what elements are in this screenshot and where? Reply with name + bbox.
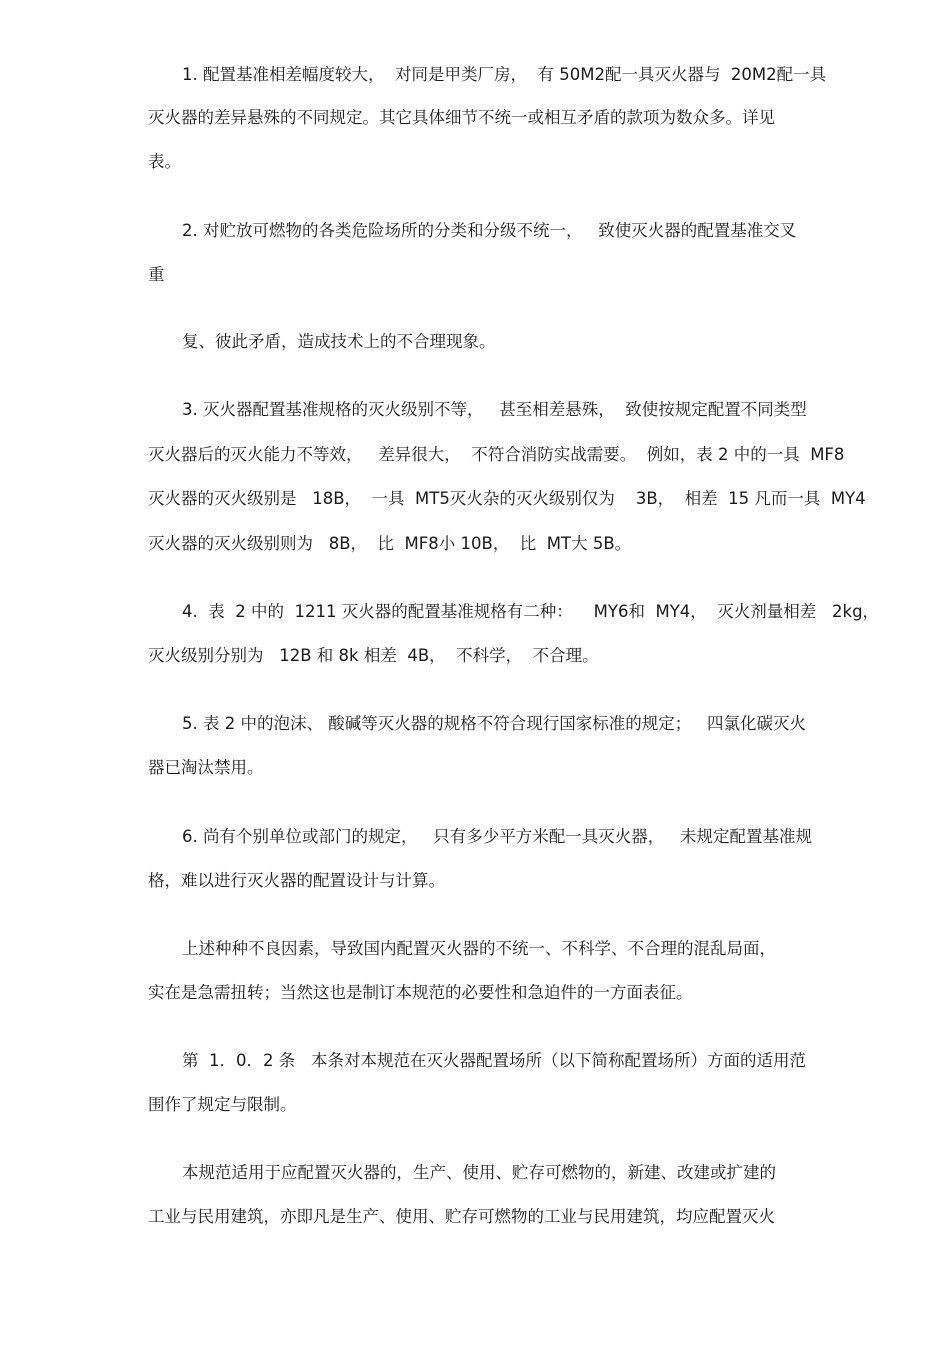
text-line: 复、彼此矛盾，造成技术上的不合理现象。 — [182, 332, 496, 351]
text-line: 2. 对贮放可燃物的各类危险场所的分类和分级不统一， 致使灭火器的配置基准交叉 — [182, 221, 797, 240]
text-line: 本规范适用于应配置灭火器的，生产、使用、贮存可燃物的，新建、改建或扩建的 — [182, 1163, 776, 1182]
text-line: 灭火器的差异悬殊的不同规定。其它具体细节不统一或相互矛盾的款项为数众多。详见 — [148, 108, 775, 127]
text-line: 4. 表 2 中的 1211 灭火器的配置基准规格有二种： MY6和 MY4， 灭火剂量相差 2kg， — [182, 602, 880, 621]
text-line: 上述种种不良因素，导致国内配置灭火器的不统一、不科学、不合理的混乱局面， — [182, 939, 776, 958]
text-line: 灭火器的灭火级别则为 8B， 比 MF8小 10B， 比 MT大 5B。 — [148, 534, 632, 553]
text-line: 3. 灭火器配置基准规格的灭火级别不等， 甚至相差悬殊， 致使按规定配置不同类型 — [182, 400, 807, 419]
text-line: 6. 尚有个别单位或部门的规定， 只有多少平方米配一具灭火器， 未规定配置基准规 — [182, 827, 812, 846]
text-line: 实在是急需扭转；当然这也是制订本规范的必要性和急迫件的一方面表征。 — [148, 983, 693, 1002]
text-line: 1. 配置基准相差幅度较大， 对同是甲类厂房， 有 50M2配一具灭火器与 20M2配一具 — [182, 65, 827, 84]
text-line: 重 — [148, 265, 165, 284]
text-line: 灭火级别分别为 12B 和 8k 相差 4B， 不科学， 不合理。 — [148, 646, 599, 665]
text-line: 灭火器的灭火级别是 18B， 一具 MT5灭火杂的灭火级别仅为 3B， 相差 15 凡而一具 MY4 — [148, 489, 866, 508]
text-line: 灭火器后的灭火能力不等效， 差异很大， 不符合消防实战需要。 例如，表 2 中的一具 MF8 — [148, 445, 845, 464]
text-line: 围作了规定与限制。 — [148, 1095, 297, 1114]
text-line: 第 1．0．2 条 本条对本规范在灭火器配置场所（以下简称配置场所）方面的适用范 — [182, 1051, 806, 1070]
text-line: 5. 表 2 中的泡沫、 酸碱等灭火器的规格不符合现行国家标准的规定； 四氯化碳灭火 — [182, 714, 806, 733]
text-line: 工业与民用建筑，亦即凡是生产、使用、贮存可燃物的工业与民用建筑，均应配置灭火 — [148, 1207, 775, 1226]
text-line: 表。 — [148, 152, 181, 171]
text-line: 格，难以进行灭火器的配置设计与计算。 — [148, 871, 445, 890]
text-line: 器已淘汰禁用。 — [148, 758, 264, 777]
